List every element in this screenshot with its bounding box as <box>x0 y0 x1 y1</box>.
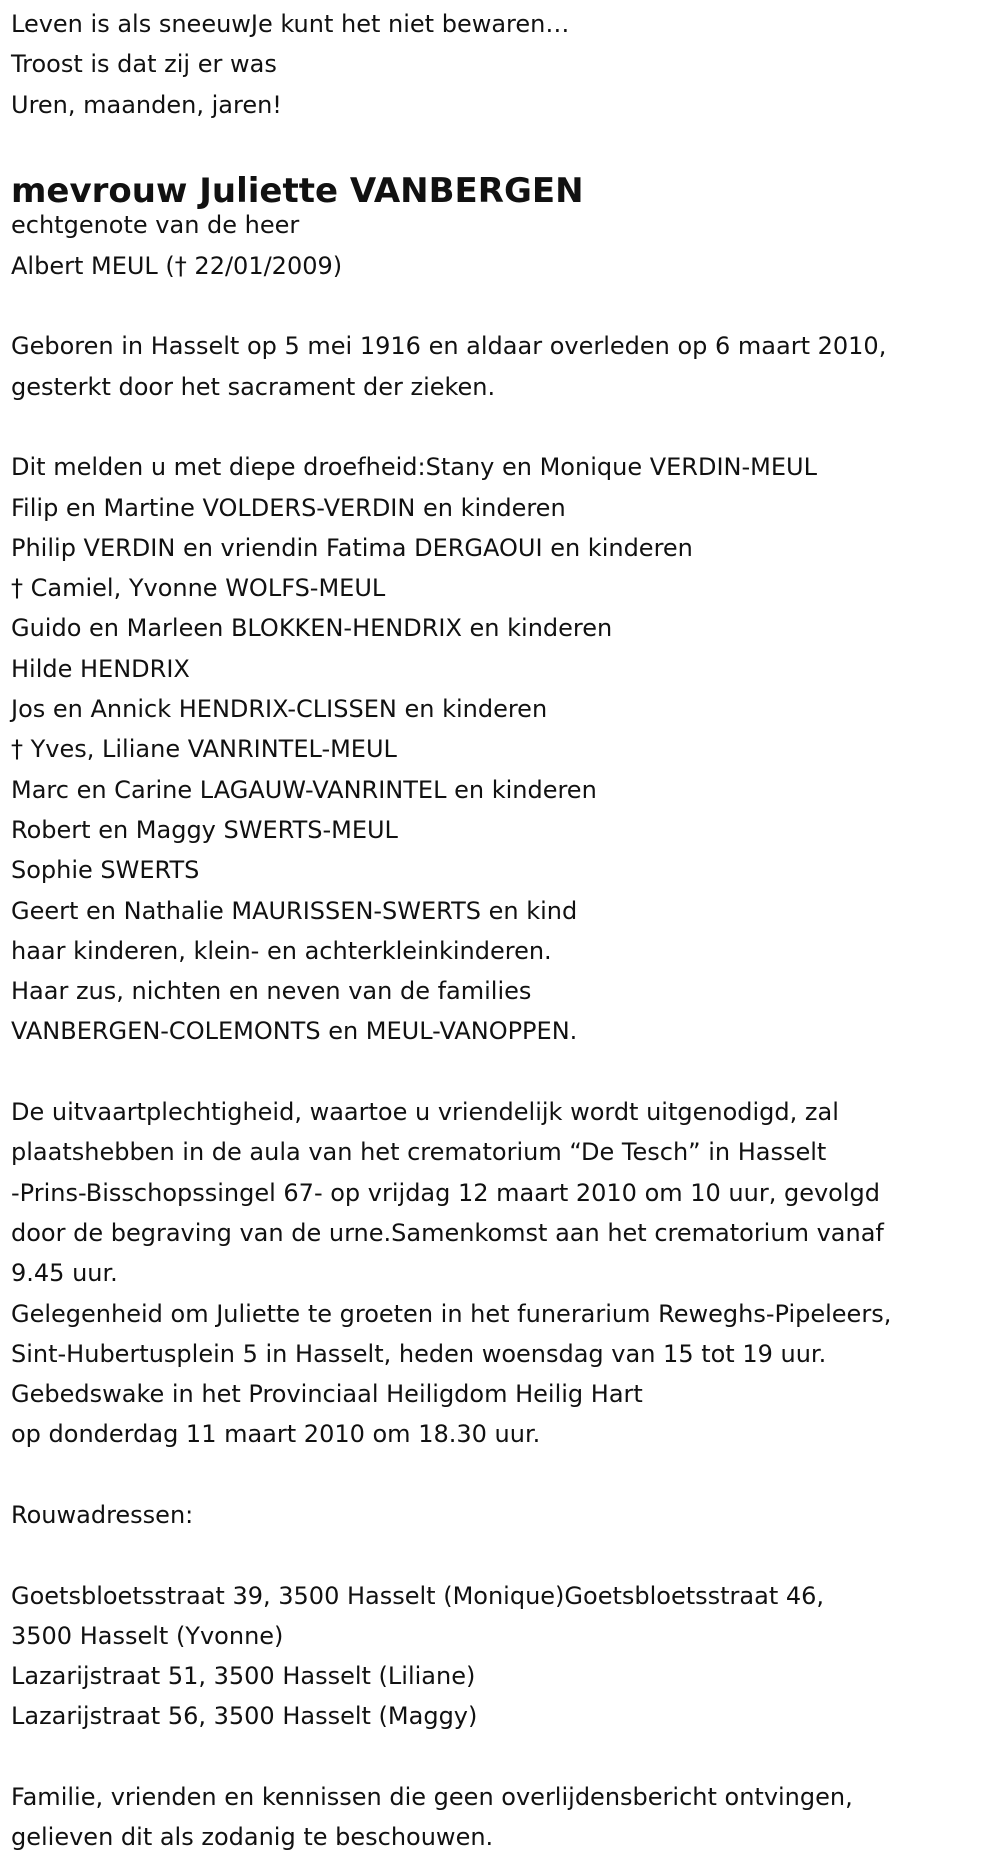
mourner-line: † Yves, Liliane VANRINTEL-MEUL <box>11 735 397 764</box>
mourner-line: Guido en Marleen BLOKKEN-HENDRIX en kinderen <box>11 614 613 643</box>
ceremony-line: De uitvaartplechtigheid, waartoe u vriendelijk wordt uitgenodigd, zal <box>11 1098 839 1127</box>
poem-line: Troost is dat zij er was <box>11 50 277 79</box>
spouse-info <box>11 205 1000 286</box>
mourner-line: Jos en Annick HENDRIX-CLISSEN en kinderen <box>11 695 548 724</box>
mourners-list <box>11 447 1000 1051</box>
birth-death-line: Geboren in Hasselt op 5 mei 1916 en aldaar overleden op 6 maart 2010, <box>11 332 887 361</box>
mourner-line: Robert en Maggy SWERTS-MEUL <box>11 815 398 844</box>
mourner-line: VANBERGEN-COLEMONTS en MEUL-VANOPPEN. <box>11 1017 578 1046</box>
mourner-line: Dit melden u met diepe droefheid:Stany en Monique VERDIN-MEUL <box>11 453 817 482</box>
poem-line: Leven is als sneeuwJe kunt het niet bewaren… <box>11 10 570 38</box>
address-line: Goetsbloetsstraat 39, 3500 Hasselt (Monique)Goetsbloetsstraat 46, <box>11 1581 825 1610</box>
poem <box>11 4 1000 125</box>
ceremony-line: Gelegenheid om Juliette te groeten in het funerarium Reweghs-Pipeleers, <box>11 1299 892 1328</box>
addresses-heading: Rouwadressen: <box>11 1500 194 1529</box>
closing-line: gelieven dit als zodanig te beschouwen. <box>11 1823 494 1852</box>
addresses-heading-section <box>11 1495 1000 1535</box>
mourner-line: Haar zus, nichten en neven van de families <box>11 977 532 1006</box>
ceremony-line: Gebedswake in het Provinciaal Heiligdom Heilig Hart <box>11 1380 643 1409</box>
address-line: Lazarijstraat 56, 3500 Hasselt (Maggy) <box>11 1702 478 1731</box>
mourner-line: haar kinderen, klein- en achterkleinkinderen. <box>11 936 552 965</box>
ceremony-line: op donderdag 11 maart 2010 om 18.30 uur. <box>11 1420 541 1449</box>
ceremony-line: plaatshebben in de aula van het crematorium “De Tesch” in Hasselt <box>11 1138 827 1167</box>
addresses-section <box>11 1576 1000 1737</box>
mourner-line: Hilde HENDRIX <box>11 654 190 683</box>
poem-line: Uren, maanden, jaren! <box>11 90 282 119</box>
address-line: 3500 Hasselt (Yvonne) <box>11 1621 284 1650</box>
ceremony-line: Sint-Hubertusplein 5 in Hasselt, heden woensdag van 15 tot 19 uur. <box>11 1339 827 1368</box>
spouse-line: echtgenote van de heer <box>11 211 300 240</box>
mourner-line: Marc en Carine LAGAUW-VANRINTEL en kinderen <box>11 775 597 804</box>
closing-section <box>11 1777 1000 1858</box>
ceremony-line: -Prins-Bisschopssingel 67- op vrijdag 12 maart 2010 om 10 uur, gevolgd <box>11 1178 881 1207</box>
deceased-name: mevrouw Juliette VANBERGEN <box>11 171 584 212</box>
ceremony-line: door de begraving van de urne.Samenkomst aan het crematorium vanaf <box>11 1218 884 1247</box>
mourner-line: Sophie SWERTS <box>11 856 200 885</box>
address-line: Lazarijstraat 51, 3500 Hasselt (Liliane) <box>11 1662 476 1691</box>
spouse-line: Albert MEUL († 22/01/2009) <box>11 251 343 280</box>
mourner-line: † Camiel, Yvonne WOLFS-MEUL <box>11 574 386 603</box>
ceremony-line: 9.45 uur. <box>11 1259 118 1288</box>
closing-line: Familie, vrienden en kennissen die geen overlijdensbericht ontvingen, <box>11 1783 853 1812</box>
birth-death-section <box>11 326 1000 407</box>
mourner-line: Filip en Martine VOLDERS-VERDIN en kinderen <box>11 493 566 522</box>
ceremony-section <box>11 1092 1000 1455</box>
mourner-line: Philip VERDIN en vriendin Fatima DERGAOUI en kinderen <box>11 533 693 562</box>
mourner-line: Geert en Nathalie MAURISSEN-SWERTS en kind <box>11 896 578 925</box>
birth-death-line: gesterkt door het sacrament der zieken. <box>11 372 496 401</box>
